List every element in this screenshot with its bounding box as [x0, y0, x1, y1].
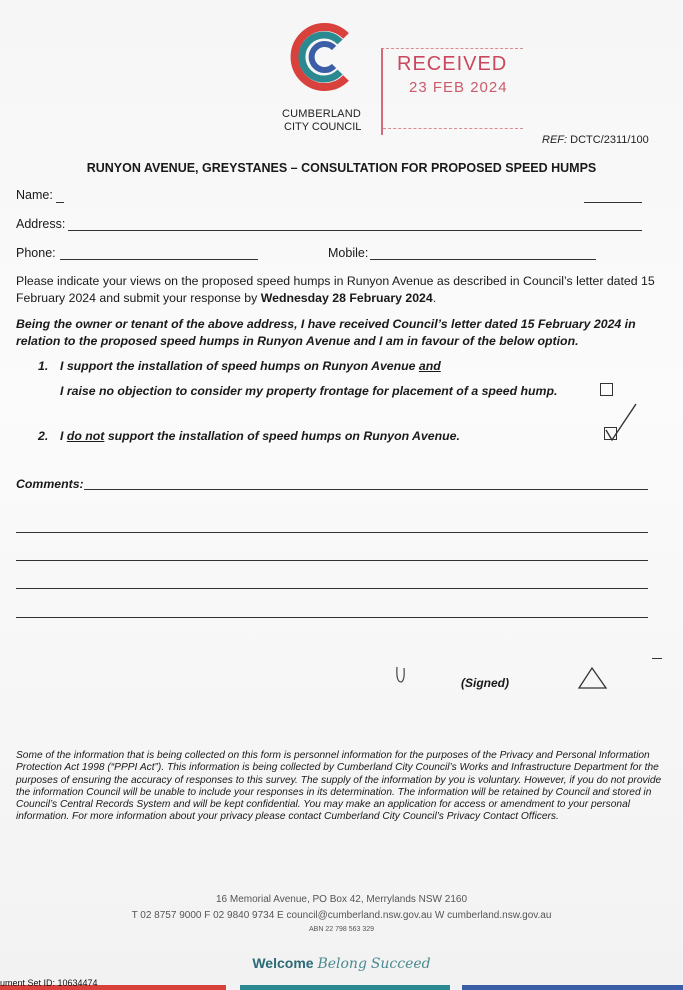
intro-deadline: Wednesday 28 February 2024 — [260, 290, 433, 305]
ref-value: DCTC/2311/100 — [570, 134, 649, 146]
document-set-id: ument Set ID: 10634474 — [0, 978, 98, 988]
mobile-label: Mobile: — [328, 246, 369, 260]
name-line-end[interactable] — [584, 202, 642, 203]
declaration: Being the owner or tenant of the above address, I have received Council’s letter dated 15 February 2024 in relation to the proposed speed humps in Runyon Avenue and I am in favour of the below option. — [16, 317, 636, 348]
comments-line-5[interactable] — [16, 617, 648, 618]
tagline-welcome: Welcome — [252, 955, 314, 971]
option-1-checkbox[interactable] — [600, 383, 613, 396]
footer-address: 16 Memorial Avenue, PO Box 42, Merrylands NSW 2160 — [215, 894, 468, 905]
intro-end: . — [432, 290, 437, 305]
option-1-text: I support the installation of speed humps on Runyon Avenue — [60, 359, 419, 373]
received-stamp — [381, 48, 523, 135]
privacy-notice: Some of the information that is being collected on this form is personnel information for the purposes of the Privacy and Personal Information Protection Act 1998 (“PPPI Act”). This information is being collected by Cumberland City Council’s Works and Infrastructure Department for the purposes of ensuring the accuracy of responses to this survey. The supply of the information by you is voluntary. However, if you do not provide the information Council will be unable to include your responses in its determination. The information will be retained by Council and stored in Council’s Central Records System and will be kept confidential. You may make an application for access or amendment to your personal information. For more information about your privacy please contact Cumberland City Council’s Privacy Contact Officers. — [16, 750, 662, 823]
org-name-line1: CUMBERLAND — [282, 108, 362, 120]
footer-contacts: T 02 8757 9000 F 02 9840 9734 E council@cumberland.nsw.gov.au W cumberland.nsw.gov.au — [131, 910, 552, 921]
stamp-date: 23 FEB 2024 — [409, 79, 508, 96]
signature-triangle — [574, 664, 610, 692]
mobile-line[interactable] — [370, 259, 596, 260]
tagline-succeed: Succeed — [370, 956, 431, 972]
signature-mark — [394, 664, 408, 686]
signature-line[interactable] — [652, 658, 662, 659]
option-2-underlined: do not — [66, 429, 105, 443]
name-line-start — [56, 202, 64, 203]
intro-paragraph — [16, 273, 666, 306]
option-2-post: support the installation of speed humps on Runyon Avenue. — [104, 429, 460, 443]
signed-label: (Signed) — [461, 676, 509, 690]
form-title: RUNYON AVENUE, GREYSTANES – CONSULTATION FOR PROPOSED SPEED HUMPS — [86, 161, 597, 175]
ref-label: REF: — [542, 134, 568, 146]
name-label: Name: — [16, 188, 53, 202]
option-2-number: 2. — [38, 429, 49, 443]
footer-color-bars — [0, 985, 683, 990]
option-1-line2: I raise no objection to consider my property frontage for placement of a speed hump. — [60, 384, 558, 398]
comments-label: Comments: — [16, 477, 84, 491]
comments-line-3[interactable] — [16, 560, 648, 561]
tagline-belong: Belong — [317, 956, 367, 972]
cumberland-logo — [288, 22, 358, 92]
phone-label: Phone: — [16, 246, 56, 260]
comments-line-1[interactable] — [84, 489, 648, 490]
bar-teal — [240, 985, 450, 990]
option-1-number: 1. — [38, 359, 49, 373]
intro-text: Please indicate your views on the proposed speed humps in Runyon Avenue as described in Council’s letter dated 15 February 2024 and submit your response by — [16, 274, 655, 305]
reference — [542, 134, 649, 146]
comments-line-4[interactable] — [16, 588, 648, 589]
stamp-title: RECEIVED — [397, 53, 508, 75]
comments-line-2[interactable] — [16, 532, 648, 533]
org-name-line2: CITY COUNCIL — [284, 121, 362, 133]
checkmark-icon — [600, 400, 640, 444]
option-1-line1 — [60, 359, 441, 373]
address-line[interactable] — [68, 230, 642, 231]
bar-blue — [462, 985, 683, 990]
option-1-underlined: and — [418, 359, 441, 373]
welcome-tagline — [0, 955, 683, 972]
address-label: Address: — [16, 217, 66, 231]
footer-abn: ABN 22 798 563 329 — [309, 926, 374, 933]
option-2-text — [60, 429, 460, 443]
option-2-pre: I — [60, 429, 67, 443]
phone-line[interactable] — [60, 259, 258, 260]
